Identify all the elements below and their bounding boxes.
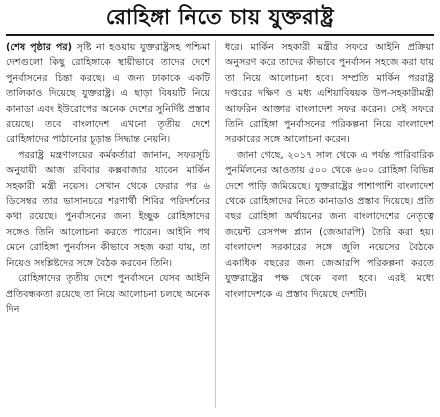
headline-bar (6, 2, 434, 36)
article-paragraph: রোহিঙ্গাদের তৃতীয় দেশে পুনর্বাসনে যেসব আইনি প্রতিবন্ধকতা রয়েছে তা নিয়ে আলোচনা চলছে অনেক দিন (6, 273, 210, 315)
headline: রোহিঙ্গা নিতে চায় যুক্তরাষ্ট্র (105, 4, 335, 29)
article-paragraph: জানা গেছে, ২০১৭ সাল থেকে এ পর্যন্ত পারিবারিক পুনর্মিলনের আওতায় ৫০০ থেকে ৬০০ রোহিঙ্গা বিভিন্ন দেশে পাড়ি জমিয়েছে। যুক্তরাষ্ট্রের পাশাপাশি বাংলাদেশ থেকে রোহিঙ্গাদের নিতে কানাডাও প্রস্তাব দিয়েছে। প্রতি বছর রোহিঙ্গা অর্থায়নের জন্য বাংলাদেশের নেতৃত্বে জয়েন্ট রেসপন্স প্ল্যান (জেআরপি) তৈরি করা হয়। বাংলাদেশ সরকারের সঙ্গে জুলি নয়েসের বৈঠকে একাধিক বছরের জন্য জেআরপি পরিকল্পনা করতে যুক্তরাষ্ট্রের পক্ষ থেকে বলা হবে। এরই মধ্যে বাংলাদেশকে এ প্রস্তাব দিয়েছে দেশটি। (225, 149, 434, 300)
paragraph-text: সৃষ্টি না হওয়ায় যুক্তরাষ্ট্রসহ পশ্চিমা দেশগুলো কিছু রোহিঙ্গাকে স্থায়ীভাবে তাদের দেশে পুনর্বাসনের চিন্তা করছে। এ জন্য ঢাকাকে একটি তালিকাও দিয়েছে যুক্তরাষ্ট্র। এ ছাড়া বিষয়টি নিয়ে কানাডা এবং ইউরোপের অনেক দেশের সুনির্দিষ্ট প্রস্তাব রয়েছে। তবে বাংলাদেশ এখনো তৃতীয় দেশে রোহিঙ্গাদের পাঠানোর চূড়ান্ত সিদ্ধান্ত নেয়নি। (6, 42, 210, 146)
article-column-left (6, 40, 216, 408)
article-column-right (224, 40, 434, 408)
article-paragraph: ধরে। মার্কিন সহকারী মন্ত্রীর সফরে আইনি প্রক্রিয়া অনুসরণ করে তাদের কীভাবে পুনর্বাসন সহজে করা যায় তা নিয়ে আলোচনা হবে। সম্প্রতি মার্কিন পররাষ্ট্র দপ্তরের দক্ষিণ ও মধ্য এশিয়াবিষয়ক উপ-সহকারীমন্ত্রী আফরিন আক্তার বাংলাদেশ সফর করেন। সেই সফরে তিনি রোহিঙ্গা পুনর্বাসনের পরিকল্পনা নিয়ে বাংলাদেশ সরকারের সঙ্গে আলোচনা করেন। (225, 42, 434, 146)
continuation-label: (শেষ পৃষ্ঠার পর) (6, 42, 73, 53)
article-paragraph (6, 40, 210, 148)
newspaper-clipping (0, 2, 440, 417)
article-body (6, 40, 434, 408)
article-paragraph: পররাষ্ট্র মন্ত্রণালয়ের কর্মকর্তারা জানান, সফরসূচি অনুযায়ী আজ রবিবার কক্সবাজার যাবেন মার্কিন সহকারী মন্ত্রী নয়েস। সেখান থেকে ফেরার পর ৬ ডিসেম্বর তার ভাসানচরে শরণার্থী শিবির পরিদর্শনের কথা রয়েছে। পুনর্বাসনের জন্য ইচ্ছুক রোহিঙ্গাদের সঙ্গেও তিনি আলোচনা করতে পারেন। আইনি পথ মেনে রোহিঙ্গা পুনর্বাসন কীভাবে সহজ করা যায়, তা নিয়েও সংশ্লিষ্টদের সঙ্গে বৈঠক করবেন তিনি। (6, 149, 210, 269)
